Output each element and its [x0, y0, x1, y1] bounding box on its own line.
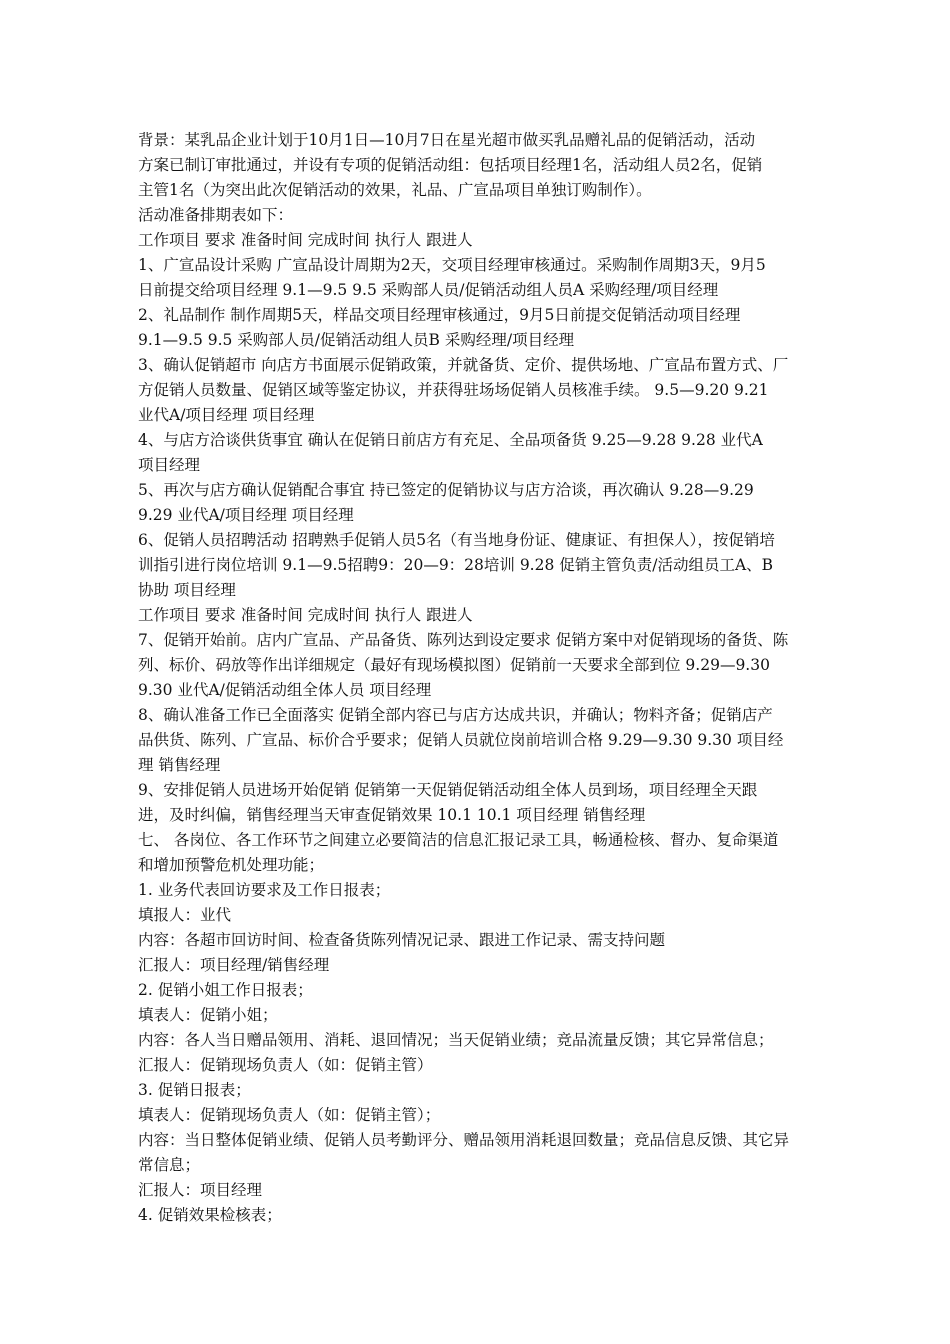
text-line: 方案已制订审批通过，并设有专项的促销活动组：包括项目经理1名，活动组人员2名，促销 — [138, 156, 763, 174]
table-header-line: 工作项目 要求 准备时间 完成时间 执行人 跟进人 — [138, 231, 473, 249]
text-line: 5、再次与店方确认促销配合事宜 持已签定的促销协议与店方洽谈，再次确认 9.28—9.29 — [138, 481, 754, 499]
text-line: 常信息； — [138, 1156, 201, 1174]
text-line: 9.29 业代A/项目经理 项目经理 — [138, 506, 354, 524]
table-header-line: 工作项目 要求 准备时间 完成时间 执行人 跟进人 — [138, 606, 473, 624]
text-line: 6、促销人员招聘活动 招聘熟手促销人员5名（有当地身份证、健康证、有担保人），按促销培 — [138, 531, 775, 549]
text-line: 训指引进行岗位培训 9.1—9.5招聘9：20—9：28培训 9.28 促销主管负责/活动组员工A、B — [138, 556, 774, 574]
text-line: 日前提交给项目经理 9.1—9.5 9.5 采购部人员/促销活动组人员A 采购经理/项目经理 — [138, 281, 719, 299]
text-line: 和增加预警危机处理功能； — [138, 856, 325, 874]
text-line: 8、确认准备工作已全面落实 促销全部内容已与店方达成共识，并确认；物料齐备；促销店产 — [138, 706, 773, 724]
document-body — [138, 128, 818, 1228]
text-line: 内容：各人当日赠品领用、消耗、退回情况；当天促销业绩；竞品流量反馈；其它异常信息； — [138, 1031, 774, 1049]
text-line: 2、礼品制作 制作周期5天，样品交项目经理审核通过，9月5日前提交促销活动项目经理 — [138, 306, 741, 324]
text-line: 汇报人：促销现场负责人（如：促销主管） — [138, 1056, 433, 1074]
text-line: 方促销人员数量、促销区域等鉴定协议，并获得驻场场促销人员核准手续。 9.5—9.20 9.21 — [138, 381, 769, 399]
text-line: 理 销售经理 — [138, 756, 221, 774]
text-line: 内容：当日整体促销业绩、促销人员考勤评分、赠品领用消耗退回数量；竞品信息反馈、其它异 — [138, 1131, 790, 1149]
list-item-heading: 2. 促销小姐工作日报表； — [138, 981, 313, 999]
text-line: 活动准备排期表如下： — [138, 206, 294, 224]
text-line: 项目经理 — [138, 456, 201, 474]
list-item-heading: 1. 业务代表回访要求及工作日报表； — [138, 881, 391, 899]
text-line: 填报人：业代 — [138, 906, 232, 924]
text-line: 汇报人：项目经理 — [138, 1181, 263, 1199]
text-line: 9.1—9.5 9.5 采购部人员/促销活动组人员B 采购经理/项目经理 — [138, 331, 575, 349]
text-line: 主管1名（为突出此次促销活动的效果，礼品、广宣品项目单独订购制作）。 — [138, 181, 652, 199]
text-line: 汇报人：项目经理/销售经理 — [138, 956, 330, 974]
text-line: 7、促销开始前。店内广宣品、产品备货、陈列达到设定要求 促销方案中对促销现场的备货、陈 — [138, 631, 789, 649]
list-item-heading: 3. 促销日报表； — [138, 1081, 251, 1099]
text-line: 品供货、陈列、广宣品、标价合乎要求；促销人员就位岗前培训合格 9.29—9.30 9.30 项目经 — [138, 731, 784, 749]
text-line: 进，及时纠偏，销售经理当天审查促销效果 10.1 10.1 项目经理 销售经理 — [138, 806, 646, 824]
text-line: 4、与店方洽谈供货事宜 确认在促销日前店方有充足、全品项备货 9.25—9.28 9.28 业代A — [138, 431, 763, 449]
text-line: 业代A/项目经理 项目经理 — [138, 406, 315, 424]
section-heading-line: 七、 各岗位、各工作环节之间建立必要简洁的信息汇报记录工具，畅通检核、督办、复命渠道 — [138, 831, 779, 849]
text-line: 内容：各超市回访时间、检查备货陈列情况记录、跟进工作记录、需支持问题 — [138, 931, 666, 949]
text-line: 9.30 业代A/促销活动组全体人员 项目经理 — [138, 681, 432, 699]
text-line: 9、安排促销人员进场开始促销 促销第一天促销促销活动组全体人员到场，项目经理全天跟 — [138, 781, 758, 799]
text-line: 列、标价、码放等作出详细规定（最好有现场模拟图）促销前一天要求全部到位 9.29—9.30 — [138, 656, 770, 674]
text-line: 填表人：促销现场负责人（如：促销主管）； — [138, 1106, 441, 1124]
list-item-heading: 4. 促销效果检核表； — [138, 1206, 282, 1224]
text-line: 填表人：促销小姐； — [138, 1006, 278, 1024]
text-line: 1、广宣品设计采购 广宣品设计周期为2天，交项目经理审核通过。采购制作周期3天，9月5 — [138, 256, 766, 274]
text-line: 协助 项目经理 — [138, 581, 236, 599]
text-line: 3、确认促销超市 向店方书面展示促销政策，并就备货、定价、提供场地、广宣品布置方式、厂 — [138, 356, 789, 374]
text-line: 背景：某乳品企业计划于10月1日—10月7日在星光超市做买乳品赠礼品的促销活动，活动 — [138, 131, 756, 149]
